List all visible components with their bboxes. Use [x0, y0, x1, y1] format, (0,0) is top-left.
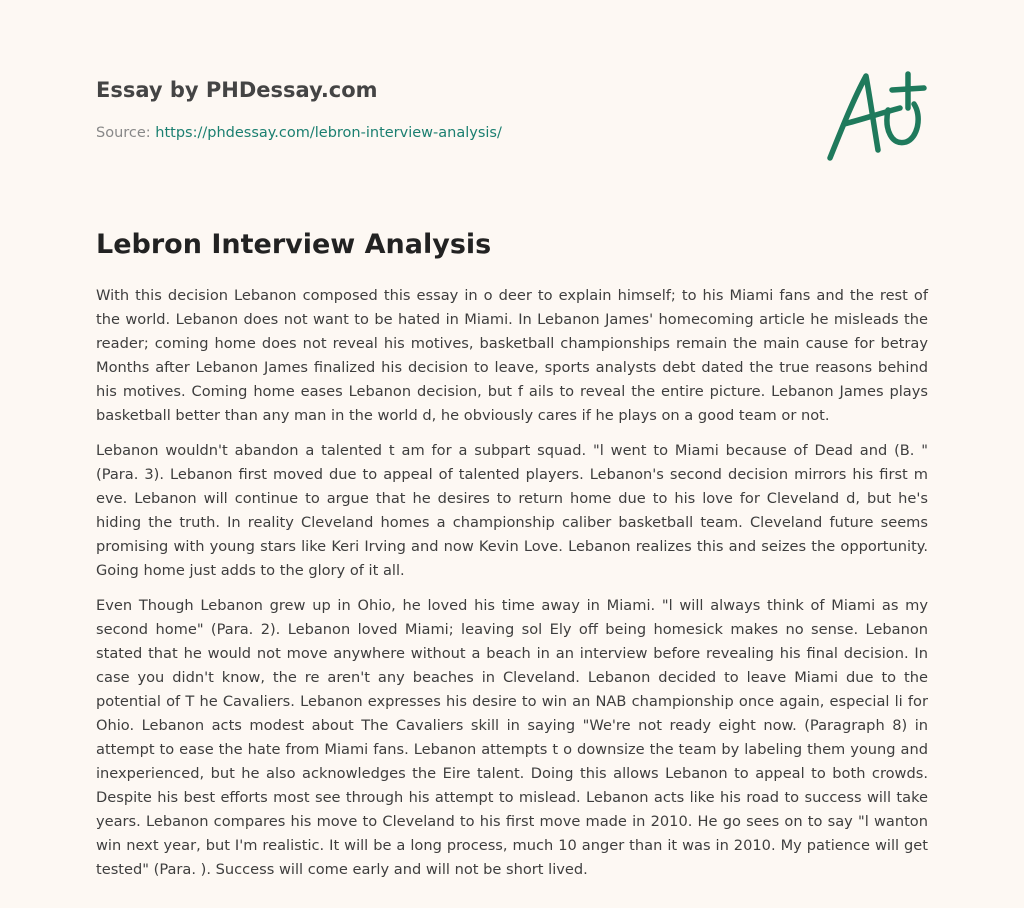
essay-title: Lebron Interview Analysis [96, 229, 492, 260]
a-plus-grade-icon [822, 68, 930, 164]
essay-paragraph: Even Though Lebanon grew up in Ohio, he loved his time away in Miami. "l will always think of Miami as my second home" (Para. 2). Lebanon loved Miami; leaving sol Ely off being homesick makes no sense. Lebanon stated that he would not move anywhere without a beach in an interview before revealing his final decision. In case you didn't know, the re aren't any beaches in Cleveland. Lebanon decided to leave Miami due to the potential of T he Cavaliers. Lebanon expresses his desire to win an NAB championship once again, especial li for Ohio. Lebanon acts modest about The Cavaliers skill in saying "We're not ready eight now. (Paragraph 8) in attempt to ease the hate from Miami fans. Lebanon attempts t o downsize the team by labeling them young and inexperienced, but he also acknowledges the Eire talent. Doing this allows Lebanon to appeal to both crowds. Despite his best efforts most see through his attempt to mislead. Lebanon acts like his road to success will take years. Lebanon compares his move to Cleveland to his first move made in 2010. He go sees on to say "l wanton win next year, but I'm realistic. It will be a long process, much 10 anger than it was in 2010. My patience will get tested" (Para. ). Success will come early and will not be short lived. [96, 597, 928, 878]
source-line [96, 123, 502, 143]
source-label: Source: [96, 125, 151, 141]
site-title: Essay by PHDessay.com [96, 78, 378, 102]
essay-body [96, 284, 928, 893]
essay-paragraph: With this decision Lebanon composed this essay in o deer to explain himself; to his Miami fans and the rest of the world. Lebanon does not want to be hated in Miami. In Lebanon James' homecoming article he misleads the reader; coming home does not reveal his motives, basketball championships remain the main cause for betray Months after Lebanon James finalized his decision to leave, sports analysts debt dated the true reasons behind his motives. Coming home eases Lebanon decision, but f ails to reveal the entire picture. Lebanon James plays basketball better than any man in the world d, he obviously cares if he plays on a good team or not. [96, 287, 928, 424]
essay-paragraph: Lebanon wouldn't abandon a talented t am for a subpart squad. "l went to Miami because of Dead and (B. " (Para. 3). Lebanon first moved due to appeal of talented players. Lebanon's second decision mirrors his first m eve. Lebanon will continue to argue that he desires to return home due to his love for Cleveland d, but he's hiding the truth. In reality Cleveland homes a championship caliber basketball team. Cleveland future seems promising with young stars like Keri Irving and now Kevin Love. Lebanon realizes this and seizes the opportunity. Going home just adds to the glory of it all. [96, 442, 928, 579]
source-link[interactable]: https://phdessay.com/lebron-interview-analysis/ [155, 125, 502, 141]
